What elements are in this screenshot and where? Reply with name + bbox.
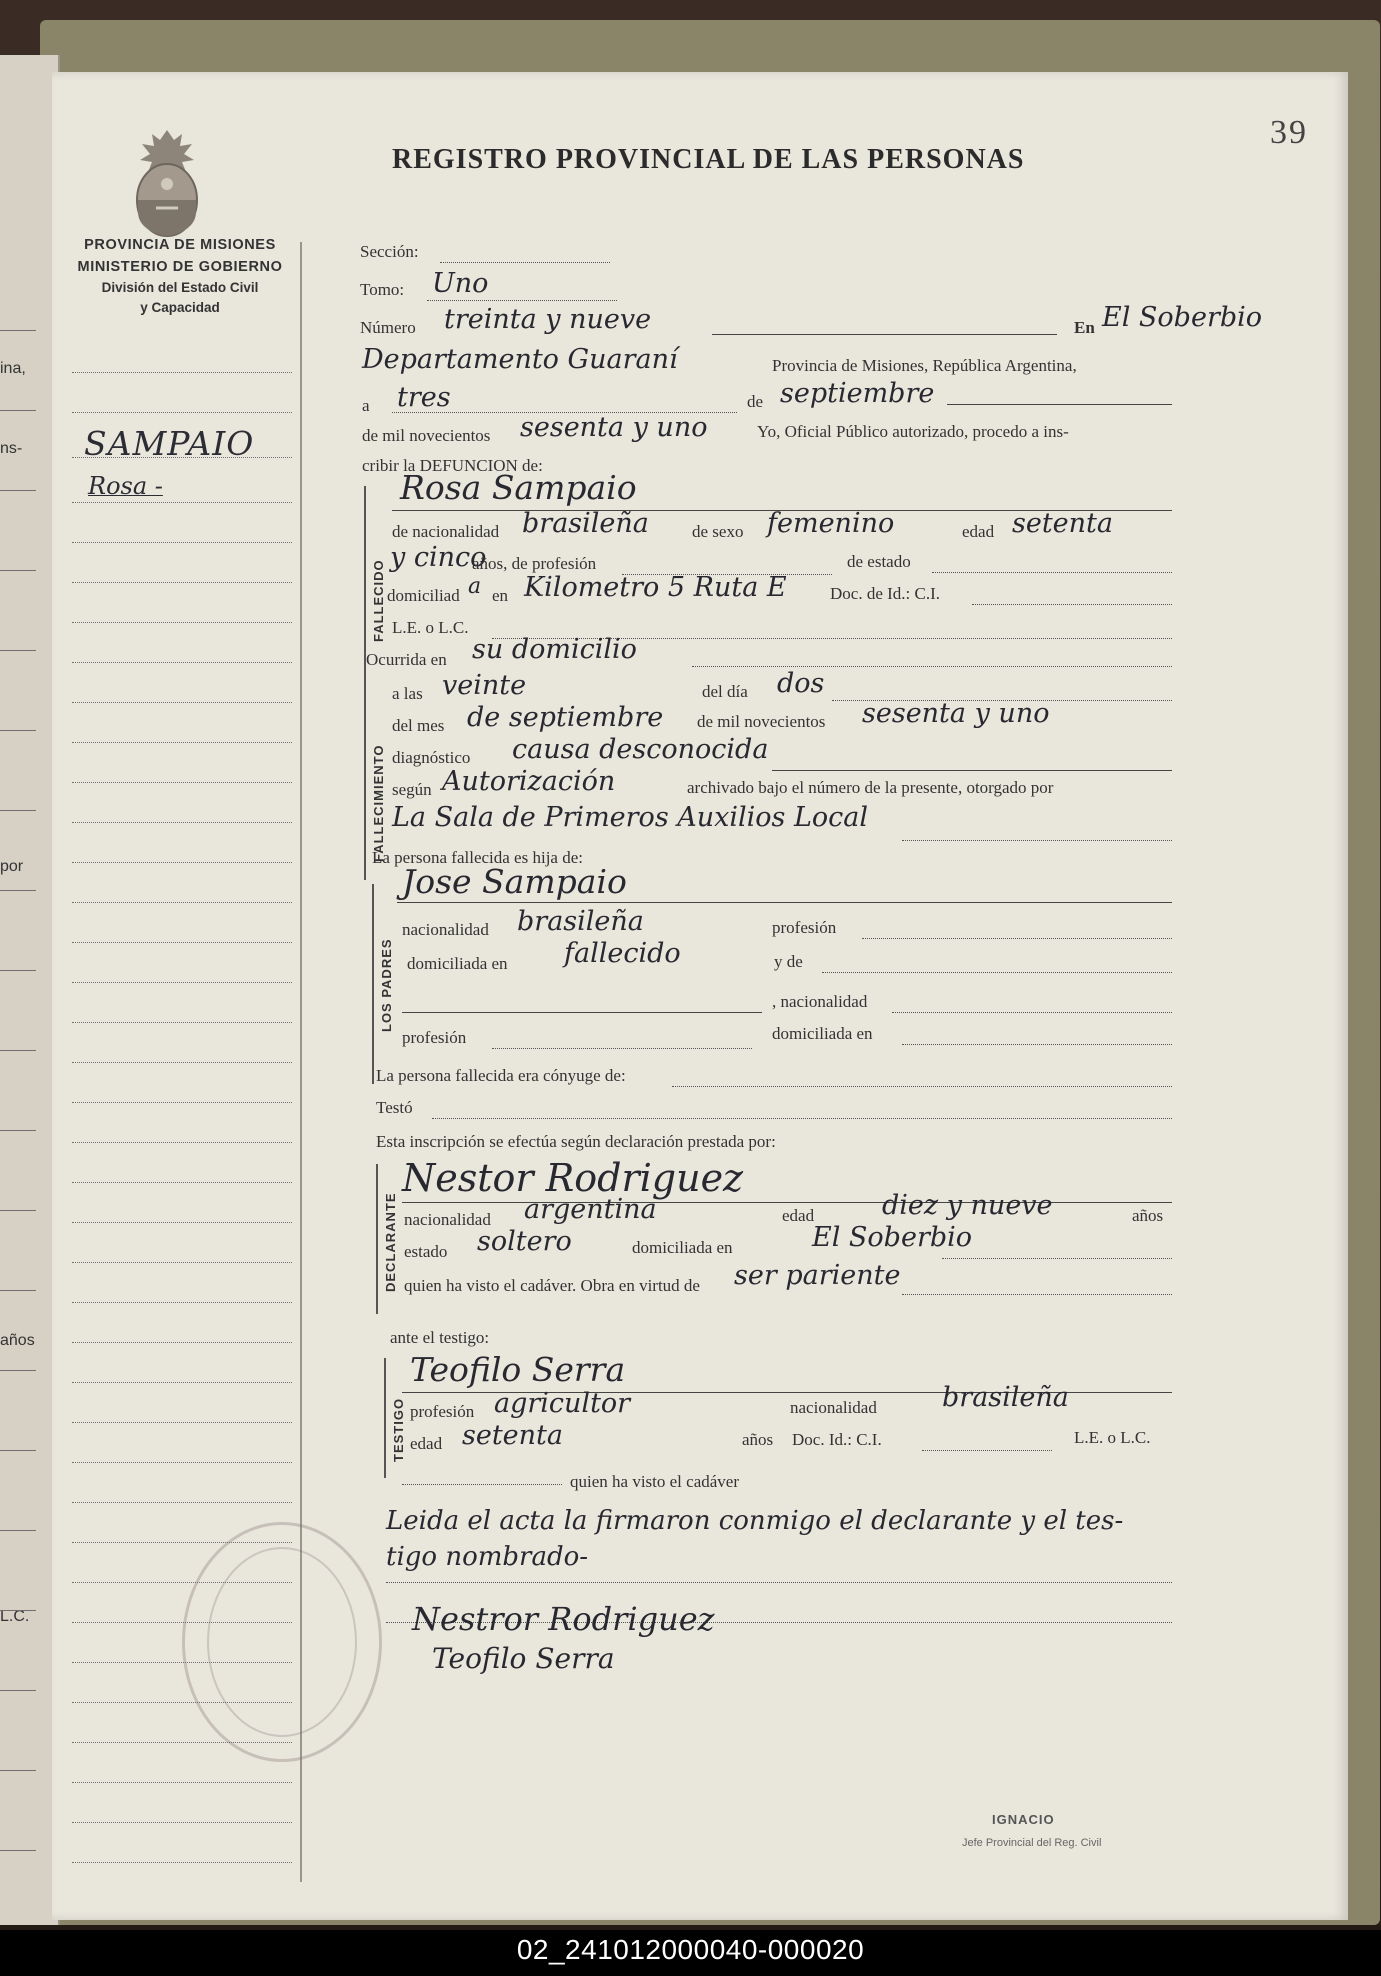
ocurrida-value: su domicilio	[472, 634, 637, 665]
doc-id-label: Doc. de Id.: C.I.	[830, 584, 941, 603]
declarante-edad-label: edad	[782, 1206, 815, 1225]
declarante-estado-label: estado	[404, 1242, 448, 1261]
margin-first-name: Rosa -	[88, 472, 163, 500]
padre-profesion-label: profesión	[772, 918, 837, 937]
testigo-nombre: Teofilo Serra	[410, 1350, 626, 1389]
page-number: 39	[1270, 114, 1308, 151]
declarante-anios-label: años	[1132, 1206, 1164, 1225]
nacionalidad-label: de nacionalidad	[392, 522, 500, 541]
mes-inscripcion: septiembre	[780, 378, 935, 409]
declarante-edad: diez y nueve	[882, 1190, 1053, 1221]
anio-inscripcion: sesenta y uno	[520, 412, 708, 443]
declarante-tab: DECLARANTE	[383, 1192, 398, 1292]
segun-value: Autorización	[442, 766, 616, 797]
testigo-profesion-label: profesión	[410, 1402, 475, 1421]
diagnostico-label: diagnóstico	[392, 748, 471, 767]
anio-label: de mil novecientos	[362, 426, 491, 445]
domiciliado-label: domiciliad	[387, 586, 460, 605]
margin-surname: SAMPAIO	[84, 424, 255, 463]
a-label: a	[362, 396, 370, 415]
fallecimiento-tab: FALLECIMIENTO	[371, 744, 386, 862]
dia-inscripcion: tres	[397, 382, 451, 413]
prev-page-text: L.C.	[0, 1608, 30, 1625]
testigo-doc-label: Doc. Id.: C.I.	[792, 1430, 882, 1449]
sexo-label: de sexo	[692, 522, 744, 541]
edad-label: edad	[962, 522, 995, 541]
dia-label: del día	[702, 682, 748, 701]
hora-label: a las	[392, 684, 423, 703]
padre-nacionalidad: brasileña	[517, 906, 644, 937]
registry-title: REGISTRO PROVINCIAL DE LAS PERSONAS	[392, 144, 1025, 175]
declarante-virtud: ser pariente	[734, 1260, 901, 1291]
official-name: IGNACIO	[992, 1812, 1055, 1827]
estado-label: de estado	[847, 552, 911, 571]
fallecido-edad-cont: y cinco	[390, 542, 487, 573]
previous-page-strip	[0, 80, 52, 1920]
register-page	[52, 72, 1348, 1920]
declarante-nacionalidad: argentina	[524, 1194, 657, 1225]
prev-page-text: por	[0, 858, 24, 875]
declarante-domicilio: El Soberbio	[812, 1222, 973, 1253]
fallecido-nacionalidad: brasileña	[522, 508, 649, 539]
numero-value: treinta y nueve	[444, 304, 652, 335]
testigo-nacionalidad: brasileña	[942, 1382, 1069, 1413]
fallecido-sexo: femenino	[767, 508, 895, 539]
testo-label: Testó	[376, 1098, 413, 1117]
testigo-tab: TESTIGO	[391, 1397, 406, 1462]
madre-nacionalidad-label: , nacionalidad	[772, 992, 868, 1011]
le-lc-label: L.E. o L.C.	[392, 618, 469, 637]
padre-nombre: Jose Sampaio	[402, 862, 627, 901]
archivado-text: archivado bajo el número de la presente, otorgado por	[687, 778, 1054, 797]
testigo-visto-label: quien ha visto el cadáver	[570, 1472, 739, 1491]
seccion-label: Sección:	[360, 242, 419, 261]
province-name: PROVINCIA DE MISIONES	[84, 237, 276, 253]
y-de-label: y de	[774, 952, 803, 971]
cierre-texto-1: Leida el acta la firmaron conmigo el declarante y el tes-	[386, 1506, 1124, 1536]
prev-page-text: años	[0, 1332, 35, 1349]
tomo-label: Tomo:	[360, 280, 405, 299]
death-record-form	[302, 72, 1348, 1920]
fallecido-edad: setenta	[1012, 508, 1113, 539]
ante-testigo-label: ante el testigo:	[390, 1328, 490, 1347]
testigo-profesion: agricultor	[494, 1388, 631, 1419]
oficial-text: Yo, Oficial Público autorizado, procedo a ins-	[757, 422, 1069, 441]
declarante-bracket	[376, 1164, 378, 1314]
declarante-estado: soltero	[477, 1226, 572, 1257]
padres-tab: LOS PADRES	[379, 938, 394, 1032]
en-label: en	[492, 586, 509, 605]
padre-domicilio: fallecido	[564, 938, 681, 969]
fallecido-tab: FALLECIDO	[371, 559, 386, 642]
inscribir-text: cribir la DEFUNCION de:	[362, 456, 543, 475]
padres-bracket	[372, 884, 374, 1084]
provincia-text: Provincia de Misiones, República Argentina,	[772, 356, 1077, 375]
testigo-bracket	[384, 1358, 386, 1478]
mes-label: del mes	[392, 716, 445, 735]
fallecido-nombre: Rosa Sampaio	[400, 468, 637, 507]
testigo-edad-label: edad	[410, 1434, 443, 1453]
segun-label: según	[392, 780, 432, 799]
division-subtitle: y Capacidad	[140, 300, 220, 315]
testigo-edad: setenta	[462, 1420, 563, 1451]
madre-profesion-label: profesión	[402, 1028, 467, 1047]
hija-de-label: La persona fallecida es hija de:	[372, 848, 583, 867]
localidad-value: El Soberbio	[1102, 302, 1263, 333]
de-label: de	[747, 392, 764, 411]
departamento-value: Departamento Guaraní	[362, 344, 678, 375]
fallecido-domicilio: Kilometro 5 Ruta E	[524, 572, 787, 603]
firma-testigo: Teofilo Serra	[432, 1642, 615, 1675]
testigo-anios-label: años	[742, 1430, 774, 1449]
declarante-nacionalidad-label: nacionalidad	[404, 1210, 491, 1229]
conyuge-label: La persona fallecida era cónyuge de:	[376, 1066, 626, 1085]
diagnostico-value: causa desconocida	[512, 734, 769, 765]
padre-domicilio-label: domiciliada en	[407, 954, 508, 973]
ministry-name: MINISTERIO DE GOBIERNO	[77, 259, 283, 275]
declarante-visto-label: quien ha visto el cadáver. Obra en virtud de	[404, 1276, 700, 1295]
testigo-nacionalidad-label: nacionalidad	[790, 1398, 877, 1417]
anio-fallecimiento-value: sesenta y uno	[862, 698, 1050, 729]
firma-declarante: Nestror Rodriguez	[412, 1600, 715, 1638]
madre-domicilio-label: domiciliada en	[772, 1024, 873, 1043]
en-label: En	[1074, 318, 1095, 337]
image-caption: 02_241012000040-000020	[516, 1934, 865, 1965]
declarante-domicilio-label: domiciliada en	[632, 1238, 733, 1257]
anio-fallecimiento-label: de mil novecientos	[697, 712, 826, 731]
testigo-le-lc-label: L.E. o L.C.	[1074, 1428, 1151, 1447]
mes-value: de septiembre	[467, 702, 664, 733]
declarante-nombre: Nestor Rodriguez	[402, 1156, 744, 1200]
dia-value: dos	[777, 668, 825, 699]
official-title: Jefe Provincial del Reg. Civil	[962, 1837, 1102, 1849]
otorgado-por-value: La Sala de Primeros Auxilios Local	[392, 802, 869, 833]
anios-profesion-label: años, de profesión	[472, 554, 597, 573]
prev-page-text: ina,	[0, 360, 26, 377]
tomo-value: Uno	[432, 268, 489, 299]
padre-nacionalidad-label: nacionalidad	[402, 920, 489, 939]
numero-label: Número	[360, 318, 416, 337]
ocurrida-label: Ocurrida en	[366, 650, 447, 669]
division-name: División del Estado Civil	[101, 280, 259, 295]
fallecimiento-bracket	[364, 672, 366, 880]
domiciliado-suffix: a	[468, 574, 482, 599]
coat-of-arms-icon	[122, 122, 212, 242]
prev-page-text: ns-	[0, 440, 23, 457]
inscripcion-text: Esta inscripción se efectúa según declaración prestada por:	[376, 1132, 776, 1151]
issuing-authority	[60, 234, 300, 318]
cierre-texto-2: tigo nombrado-	[386, 1542, 589, 1572]
hora-value: veinte	[442, 670, 527, 701]
